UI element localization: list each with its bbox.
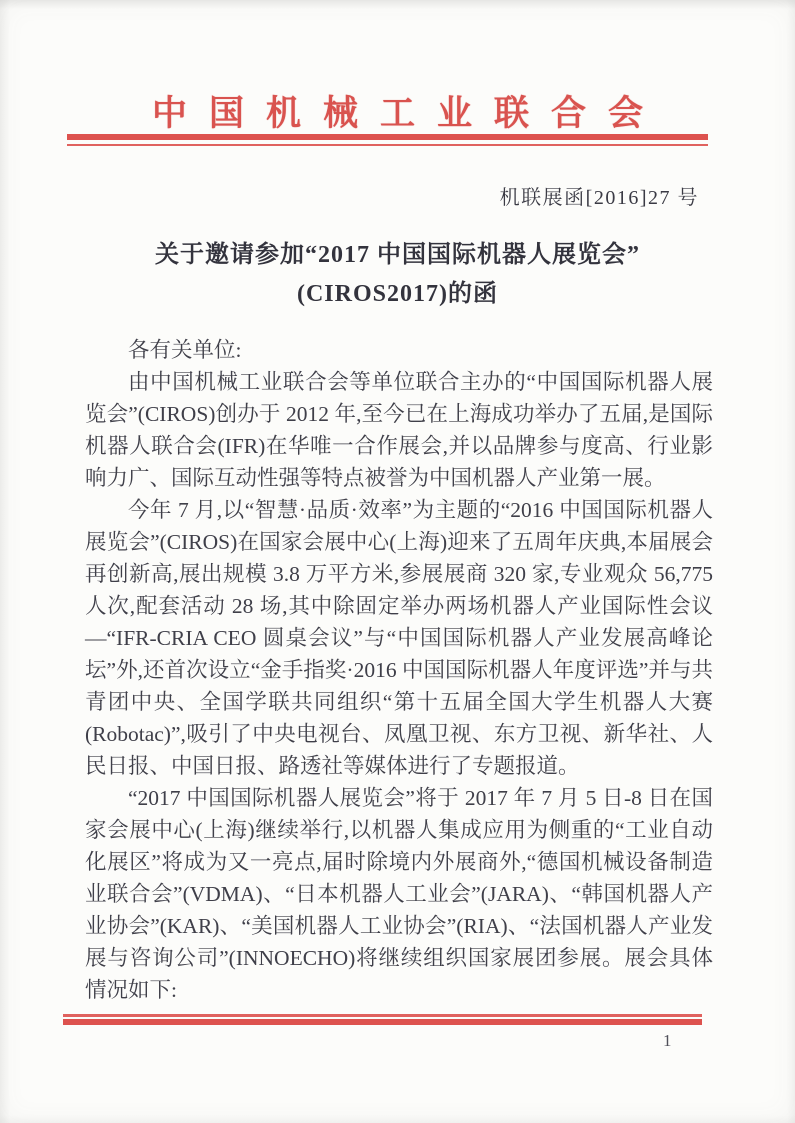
page-number: 1 <box>663 1031 672 1050</box>
footer-rule-thin <box>63 1014 702 1017</box>
document-title <box>0 236 795 314</box>
letterhead-rule-thick <box>67 134 708 140</box>
salutation: 各有关单位: <box>128 338 242 362</box>
document-title-line2: (CIROS2017)的函 <box>296 281 498 307</box>
letterhead-rule-thin <box>67 144 708 146</box>
document-reference-number: 机联展函[2016]27 号 <box>499 187 699 209</box>
letterhead-rule <box>67 134 708 146</box>
letter-body <box>85 334 713 1006</box>
footer-rule <box>63 1014 702 1025</box>
letterhead-org-name: 中国机械工业联合会 <box>151 94 665 133</box>
body-paragraph-3: “2017 中国国际机器人展览会”将于 2017 年 7 月 5 日-8 日在国家会展中心(上海)继续举行,以机器人集成应用为侧重的“工业自动化展区”将成为又一亮点,届时除境内外展商外,“德国机械设备制造业联合会”(VDMA)、“日本机器人工业会”(JARA)、“韩国机器人产业协会”(KAR)、“美国机器人工业协会”(RIA)、“法国机器人产业发展与咨询公司”(INNOECHO)将继续组织国家展团参展。展会具体情况如下: <box>85 786 713 1002</box>
footer-rule-thick <box>63 1019 702 1025</box>
body-paragraph-1: 由中国机械工业联合会等单位联合主办的“中国国际机器人展览会”(CIROS)创办于 2012 年,至今已在上海成功举办了五届,是国际机器人联合会(IFR)在华唯一合作展会,并以品牌参与度高、行业影响力广、国际互动性强等特点被誉为中国机器人产业第一展。 <box>85 370 713 490</box>
document-title-line1: 关于邀请参加“2017 中国国际机器人展览会” <box>155 242 640 268</box>
body-paragraph-2: 今年 7 月,以“智慧·品质·效率”为主题的“2016 中国国际机器人展览会”(CIROS)在国家会展中心(上海)迎来了五周年庆典,本届展会再创新高,展出规模 3.8 万平方米,参展展商 320 家,专业观众 56,775 人次,配套活动 28 场,其中除固定举办两场机器人产业国际性会议—“IFR-CRIA CEO 圆桌会议”与“中国国际机器人产业发展高峰论坛”外,还首次设立“金手指奖·2016 中国国际机器人年度评选”并与共青团中央、全国学联共同组织“第十五届全国大学生机器人大赛(Robotac)”,吸引了中央电视台、凤凰卫视、东方卫视、新华社、人民日报、中国日报、路透社等媒体进行了专题报道。 <box>85 498 713 778</box>
